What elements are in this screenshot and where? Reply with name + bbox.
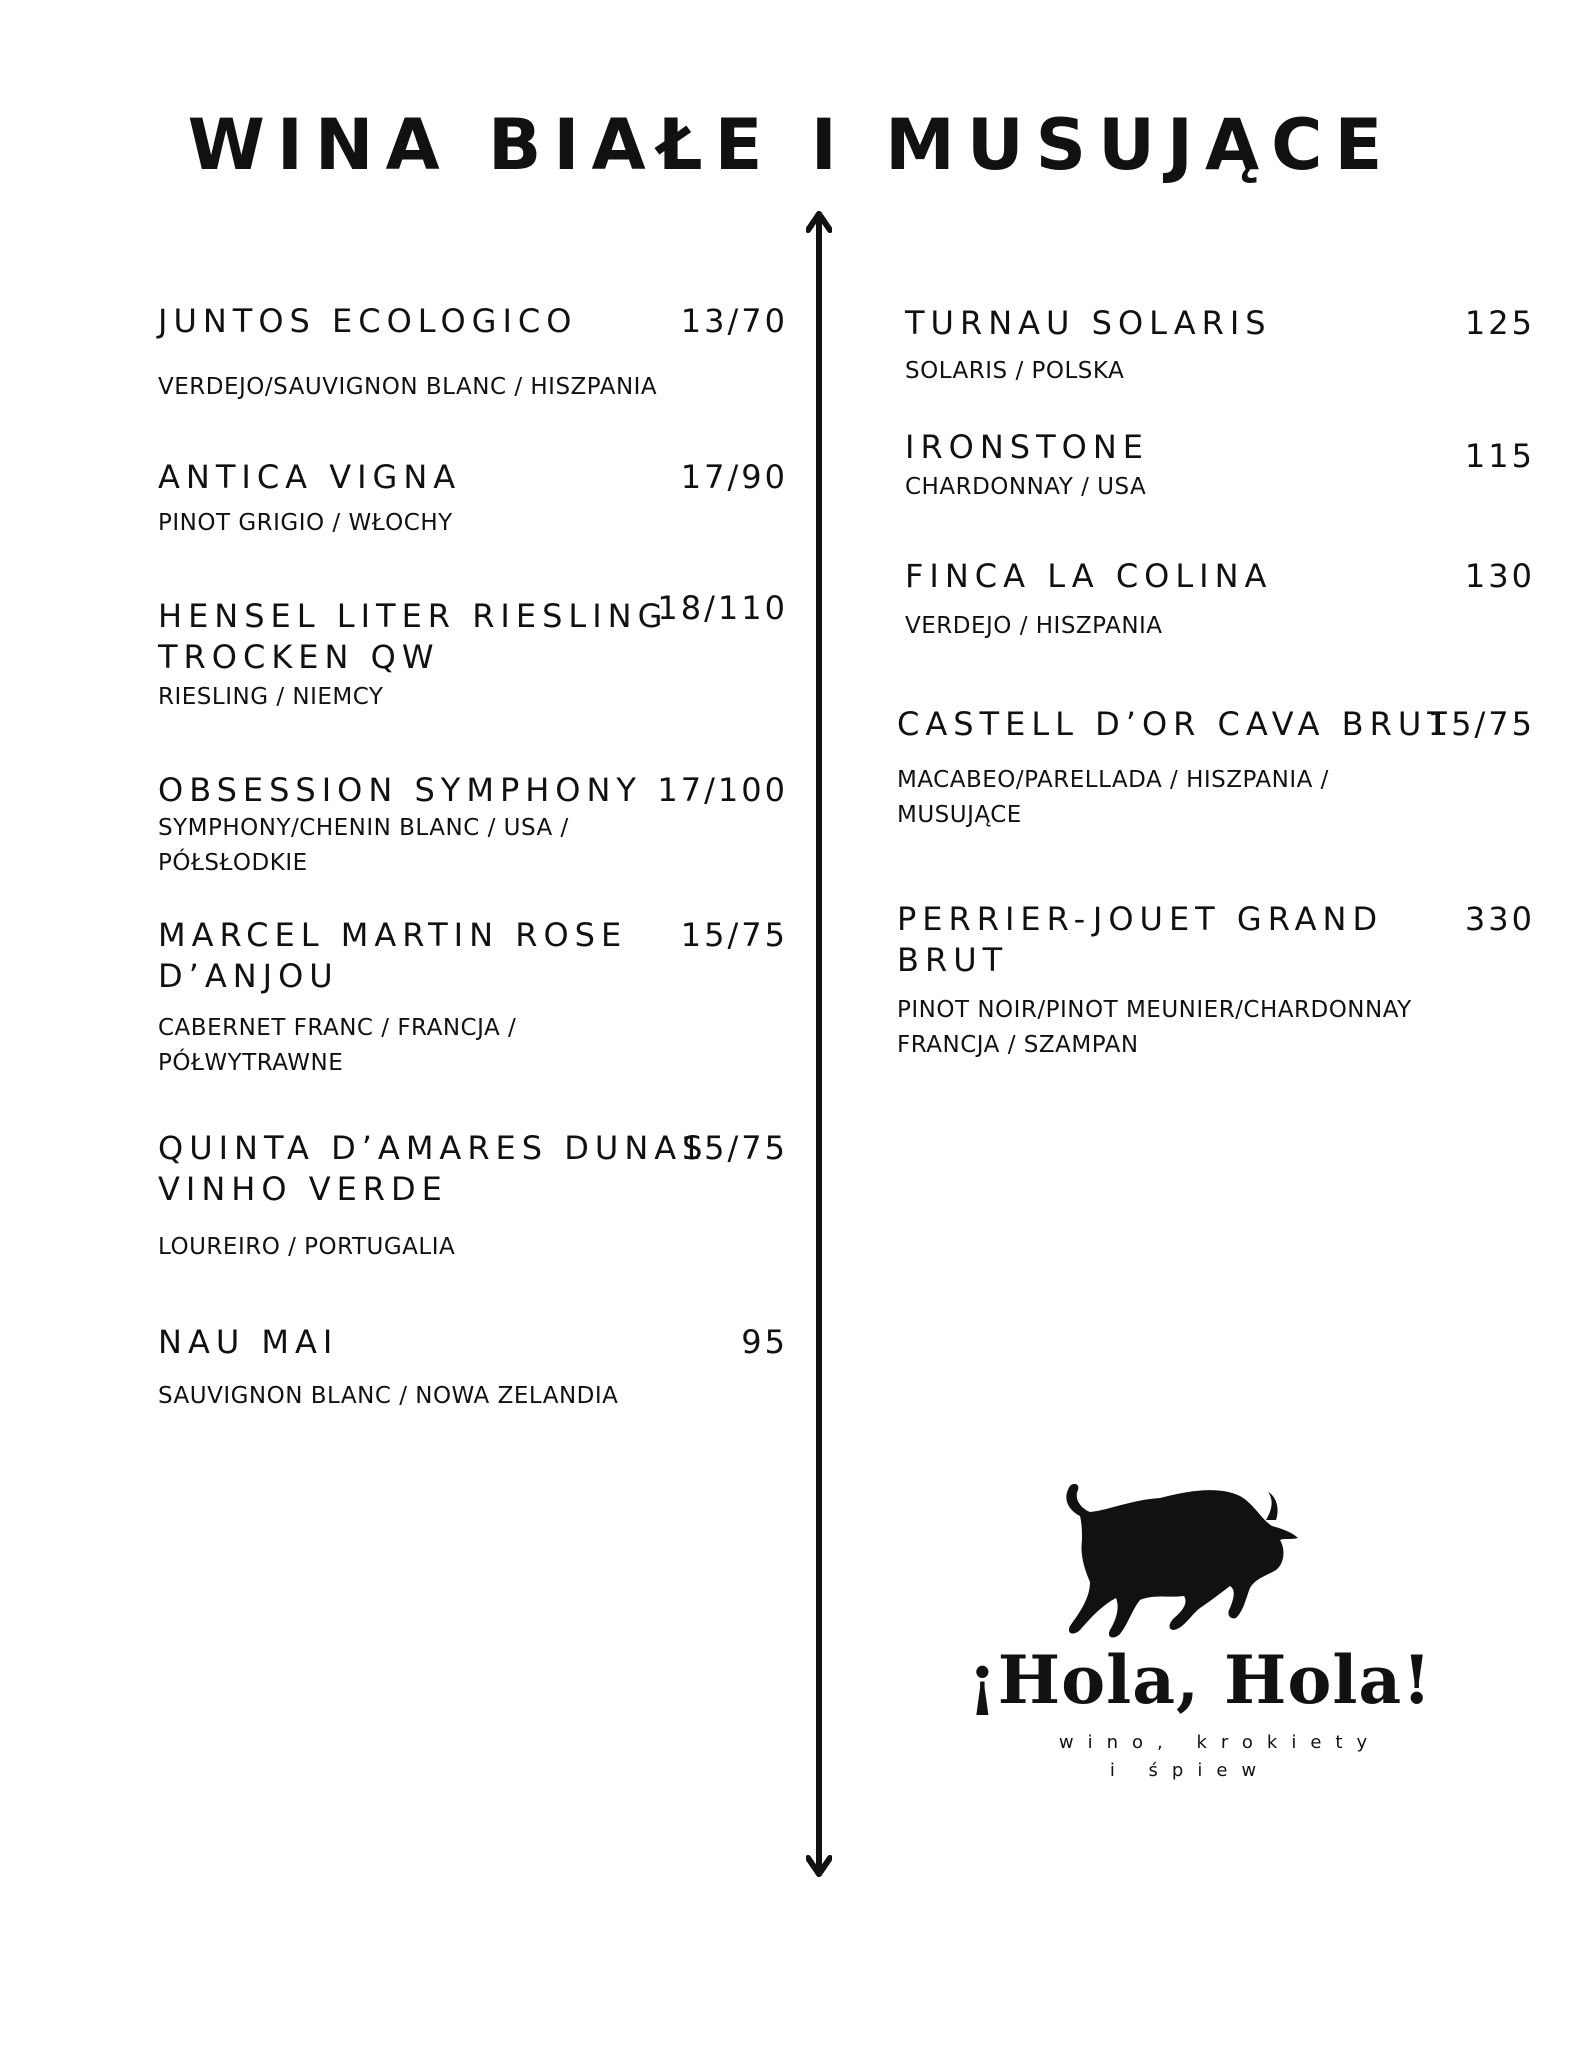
wine-item-nau-mai <box>158 1322 788 1414</box>
wine-price: 95 <box>741 1323 788 1361</box>
bull-icon <box>1040 1480 1300 1650</box>
wine-name: NAU MAI <box>158 1323 339 1361</box>
wine-desc: VERDEJO/SAUVIGNON BLANC / HISZPANIA <box>158 374 658 400</box>
wine-price: 130 <box>1464 557 1535 595</box>
wine-desc-line2: PÓŁWYTRAWNE <box>158 1050 344 1076</box>
wine-price: 15/75 <box>680 1129 788 1167</box>
wine-item-ironstone <box>905 427 1535 505</box>
wine-name: IRONSTONE <box>905 428 1149 466</box>
wine-name-line2: VINHO VERDE <box>158 1170 448 1208</box>
wine-name: ANTICA VIGNA <box>158 458 462 496</box>
wine-name-line2: BRUT <box>897 941 1009 979</box>
wine-price: 13/70 <box>680 302 788 340</box>
wine-price: 18/110 <box>657 589 788 627</box>
wine-item-castell-dor <box>897 704 1535 833</box>
wine-item-finca-la-colina <box>905 556 1535 644</box>
wine-desc-line1: SYMPHONY/CHENIN BLANC / USA / <box>158 815 569 841</box>
wine-item-obsession-symphony <box>158 770 788 881</box>
wine-price: 15/75 <box>1427 705 1535 743</box>
wine-item-marcel-martin <box>158 915 788 1081</box>
wine-name-line2: TROCKEN QW <box>158 638 440 676</box>
wine-name-line1: QUINTA D’AMARES DUNAS <box>158 1129 709 1167</box>
wine-item-quinta-damares <box>158 1128 788 1265</box>
wine-price: 115 <box>1464 437 1535 475</box>
wine-desc: SAUVIGNON BLANC / NOWA ZELANDIA <box>158 1383 619 1409</box>
wine-price: 125 <box>1464 304 1535 342</box>
wine-desc: LOUREIRO / PORTUGALIA <box>158 1234 456 1260</box>
double-arrow-divider-icon <box>806 208 832 1880</box>
page-title: WINA BIAŁE I MUSUJĄCE <box>187 104 1395 186</box>
wine-name-line1: PERRIER-JOUET GRAND <box>897 900 1384 938</box>
wine-desc-line2: PÓŁSŁODKIE <box>158 850 308 876</box>
wine-desc: PINOT GRIGIO / WŁOCHY <box>158 510 453 536</box>
wine-desc-line1: CABERNET FRANC / FRANCJA / <box>158 1015 517 1041</box>
wine-item-turnau-solaris <box>905 303 1535 389</box>
wine-desc: RIESLING / NIEMCY <box>158 684 384 710</box>
wine-name: TURNAU SOLARIS <box>905 304 1272 342</box>
logo-tagline-line2: i śpiew <box>1109 1760 1271 1781</box>
wine-desc-line1: PINOT NOIR/PINOT MEUNIER/CHARDONNAY <box>897 997 1412 1023</box>
hola-hola-logo <box>960 1480 1440 1780</box>
wine-desc-line1: MACABEO/PARELLADA / HISZPANIA / <box>897 767 1329 793</box>
wine-name: CASTELL D’OR CAVA BRUT <box>897 705 1453 743</box>
wine-price: 17/100 <box>657 771 788 809</box>
logo-brand-text: ¡Hola, Hola! <box>967 1641 1433 1719</box>
wine-name-line1: MARCEL MARTIN ROSE <box>158 916 628 954</box>
wine-price: 330 <box>1464 900 1535 938</box>
wine-item-perrier-jouet <box>897 899 1535 1063</box>
wine-desc-line2: FRANCJA / SZAMPAN <box>897 1032 1139 1058</box>
wine-name: OBSESSION SYMPHONY <box>158 771 642 809</box>
wine-item-hensel-liter-riesling <box>158 589 788 715</box>
wine-desc: VERDEJO / HISZPANIA <box>905 613 1163 639</box>
wine-price: 15/75 <box>680 916 788 954</box>
wine-price: 17/90 <box>680 458 788 496</box>
wine-desc: SOLARIS / POLSKA <box>905 358 1125 384</box>
wine-item-antica-vigna <box>158 457 788 541</box>
wine-name: JUNTOS ECOLOGICO <box>158 302 578 340</box>
wine-name-line2: D’ANJOU <box>158 957 339 995</box>
wine-desc: CHARDONNAY / USA <box>905 474 1147 500</box>
logo-tagline-line1: wino, krokiety <box>1058 1732 1382 1753</box>
wine-item-juntos-ecologico <box>158 301 788 405</box>
wine-desc-line2: MUSUJĄCE <box>897 802 1022 828</box>
wine-name-line1: HENSEL LITER RIESLING <box>158 597 669 635</box>
wine-name: FINCA LA COLINA <box>905 557 1273 595</box>
